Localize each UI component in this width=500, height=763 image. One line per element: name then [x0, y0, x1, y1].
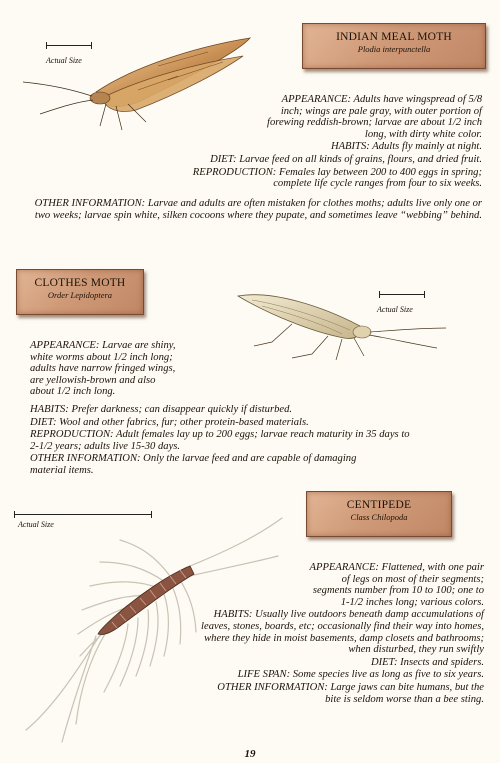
section-title-plaque — [302, 23, 486, 69]
diet-text: DIET: Wool and other fabrics, fur; other protein-based materials. — [30, 416, 309, 428]
diet-text: DIET: Larvae feed on all kinds of grains, flours, and dried fruit. — [210, 153, 482, 165]
actual-size-label: Actual Size — [18, 520, 54, 529]
actual-size-label: Actual Size — [377, 305, 413, 314]
actual-size-label: Actual Size — [46, 56, 82, 65]
section-body — [178, 562, 484, 706]
diet-text: DIET: Insects and spiders. — [371, 656, 484, 668]
other-information-text: OTHER INFORMATION: Only the larvae feed and are capable of damaging material items. — [30, 453, 357, 476]
section-title-plaque — [16, 269, 144, 315]
section-title: CENTIPEDE — [346, 499, 412, 511]
appearance-text: APPEARANCE: Flattened, with one pair of legs on most of their segments; segments number from 10 to 100; one to 1-1/2 inches long; various colors. — [309, 562, 484, 608]
life-span-text: LIFE SPAN: Some species live as long as five to six years. — [237, 669, 484, 681]
appearance-text: APPEARANCE: Adults have wingspread of 5/8 inch; wings are pale gray, with outer portion of forewing reddish-brown; larvae are about 1/2 inch long, with dirty white color. — [267, 94, 482, 140]
habits-text: HABITS: Prefer darkness; can disappear quickly if disturbed. — [30, 404, 293, 415]
scale-bar — [379, 291, 425, 298]
section-title: INDIAN MEAL MOTH — [336, 31, 452, 43]
section-subtitle: Order Lepidoptera — [47, 290, 113, 300]
reproduction-text: REPRODUCTION: Adult females lay up to 200 eggs; larvae reach maturity in 35 days to 2-1/2 years; adults live 15-30 days. — [30, 429, 410, 452]
habits-text: HABITS: Usually live outdoors beneath damp accumulations of leaves, stones, boards, etc; occasionally find their way into homes, where they hide in moist basements, damp closets and bathrooms; when disturbed, they run swiftly — [201, 609, 484, 656]
reproduction-text: REPRODUCTION: Females lay between 200 to 400 eggs in spring; complete life cycle ranges from four to six weeks. — [192, 166, 482, 190]
section-body — [30, 404, 450, 478]
habits-text: HABITS: Adults fly mainly at night. — [330, 141, 482, 153]
section-body — [140, 94, 482, 191]
section-title: CLOTHES MOTH — [34, 277, 126, 289]
other-information-text: OTHER INFORMATION: Large jaws can bite humans, but the bite is seldom worse than a bee sting. — [217, 681, 484, 705]
section-title-plaque — [306, 491, 452, 537]
page-number: 19 — [244, 748, 256, 760]
section-subtitle: Class Chilopoda — [350, 512, 408, 522]
section-subtitle: Plodia interpunctella — [357, 44, 431, 54]
appearance-text: APPEARANCE: Larvae are shiny, white worms about 1/2 inch long; adults have narrow fringed wings, are yellowish-brown and also about 1/2 inch long. — [30, 340, 176, 398]
other-information-text: OTHER INFORMATION: Larvae and adults are often mistaken for clothes moths; adults live only one or two weeks; larvae spin white, silken cocoons where they pupate, and sometimes leave “webbing” behind. — [34, 198, 482, 221]
